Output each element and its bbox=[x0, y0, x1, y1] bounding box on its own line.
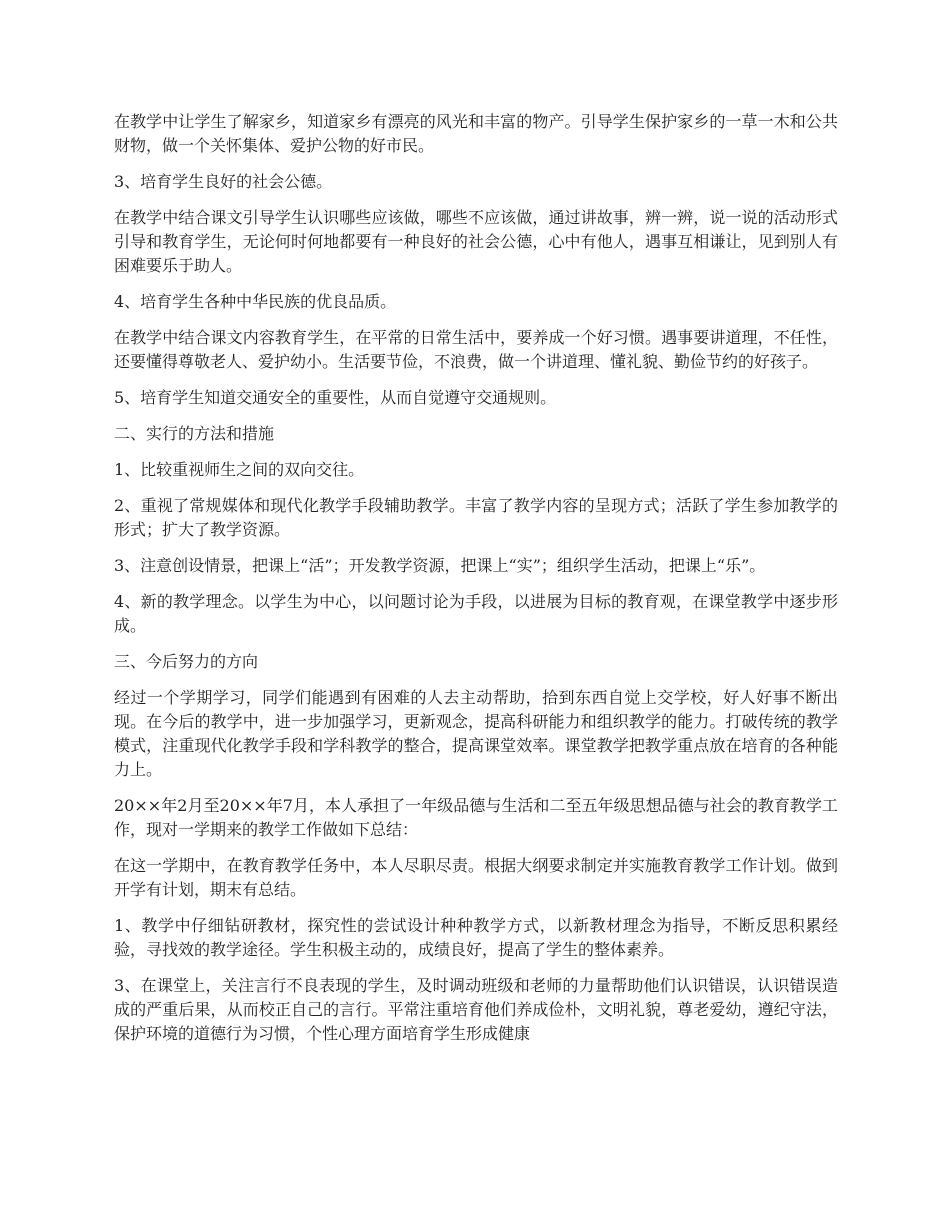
document-body bbox=[114, 110, 838, 1058]
heading-virtues: 4、培育学生各种中华民族的优良品质。 bbox=[114, 292, 397, 311]
paragraph-virtues: 在教学中结合课文内容教育学生，在平常的日常生活中，要养成一个好习惯。遇事要讲道理，不任性，还要懂得尊敬老人、爱护幼小。生活要节俭，不浪费，做一个讲道理、懂礼貌、勤俭节约的好孩子。 bbox=[114, 328, 838, 371]
item-textbook-study: 1、教学中仔细钻研教材，探究性的尝试设计种种教学方式，以新教材理念为指导，不断反思积累经验，寻找效的教学途径。学生积极主动的，成绩良好，提高了学生的整体素养。 bbox=[114, 916, 838, 959]
item-media: 2、重视了常规媒体和现代化教学手段辅助教学。丰富了教学内容的呈现方式；活跃了学生参加教学的形式；扩大了教学资源。 bbox=[114, 496, 838, 539]
section-heading-methods: 二、实行的方法和措施 bbox=[114, 424, 275, 443]
item-scenarios: 3、注意创设情景，把课上“活”；开发教学资源，把课上“实”；组织学生活动，把课上“乐”。 bbox=[114, 556, 766, 575]
paragraph-future: 经过一个学期学习，同学们能遇到有困难的人去主动帮助，拾到东西自觉上交学校，好人好事不断出现。在今后的教学中，进一步加强学习，更新观念，提高科研能力和组织教学的能力。打破传统的教学模式，注重现代化教学手段和学科教学的整合，提高课堂效率。课堂教学把教学重点放在培育的各种能力上。 bbox=[114, 688, 838, 779]
section-heading-future: 三、今后努力的方向 bbox=[114, 652, 259, 671]
paragraph-duties: 在这一学期中，在教育教学任务中，本人尽职尽责。根据大纲要求制定并实施教育教学工作计划。做到开学有计划，期末有总结。 bbox=[114, 856, 838, 899]
item-teaching-concept: 4、新的教学理念。以学生为中心，以问题讨论为手段，以进展为目标的教育观，在课堂教学中逐步形成。 bbox=[114, 592, 838, 635]
heading-social-morality: 3、培育学生良好的社会公德。 bbox=[114, 172, 333, 191]
paragraph-summary-intro: 20××年2月至20××年7月，本人承担了一年级品德与生活和二至五年级思想品德与社会的教育教学工作，现对一学期来的教学工作做如下总结： bbox=[114, 796, 838, 839]
paragraph-social-morality: 在教学中结合课文引导学生认识哪些应该做，哪些不应该做，通过讲故事，辨一辨，说一说的活动形式引导和教育学生，无论何时何地都要有一种良好的社会公德，心中有他人，遇事互相谦让，见到别人有困难要乐于助人。 bbox=[114, 208, 838, 275]
item-classroom-behavior: 3、在课堂上，关注言行不良表现的学生，及时调动班级和老师的力量帮助他们认识错误，认识错误造成的严重后果，从而校正自己的言行。平常注重培育他们养成俭朴，文明礼貌，尊老爱幼，遵纪守法，保护环境的道德行为习惯，个性心理方面培育学生形成健康 bbox=[114, 976, 838, 1043]
item-interaction: 1、比较重视师生之间的双向交往。 bbox=[114, 460, 365, 479]
paragraph-hometown: 在教学中让学生了解家乡，知道家乡有漂亮的风光和丰富的物产。引导学生保护家乡的一草一木和公共财物，做一个关怀集体、爱护公物的好市民。 bbox=[114, 112, 838, 155]
heading-traffic-safety: 5、培育学生知道交通安全的重要性，从而自觉遵守交通规则。 bbox=[114, 388, 557, 407]
